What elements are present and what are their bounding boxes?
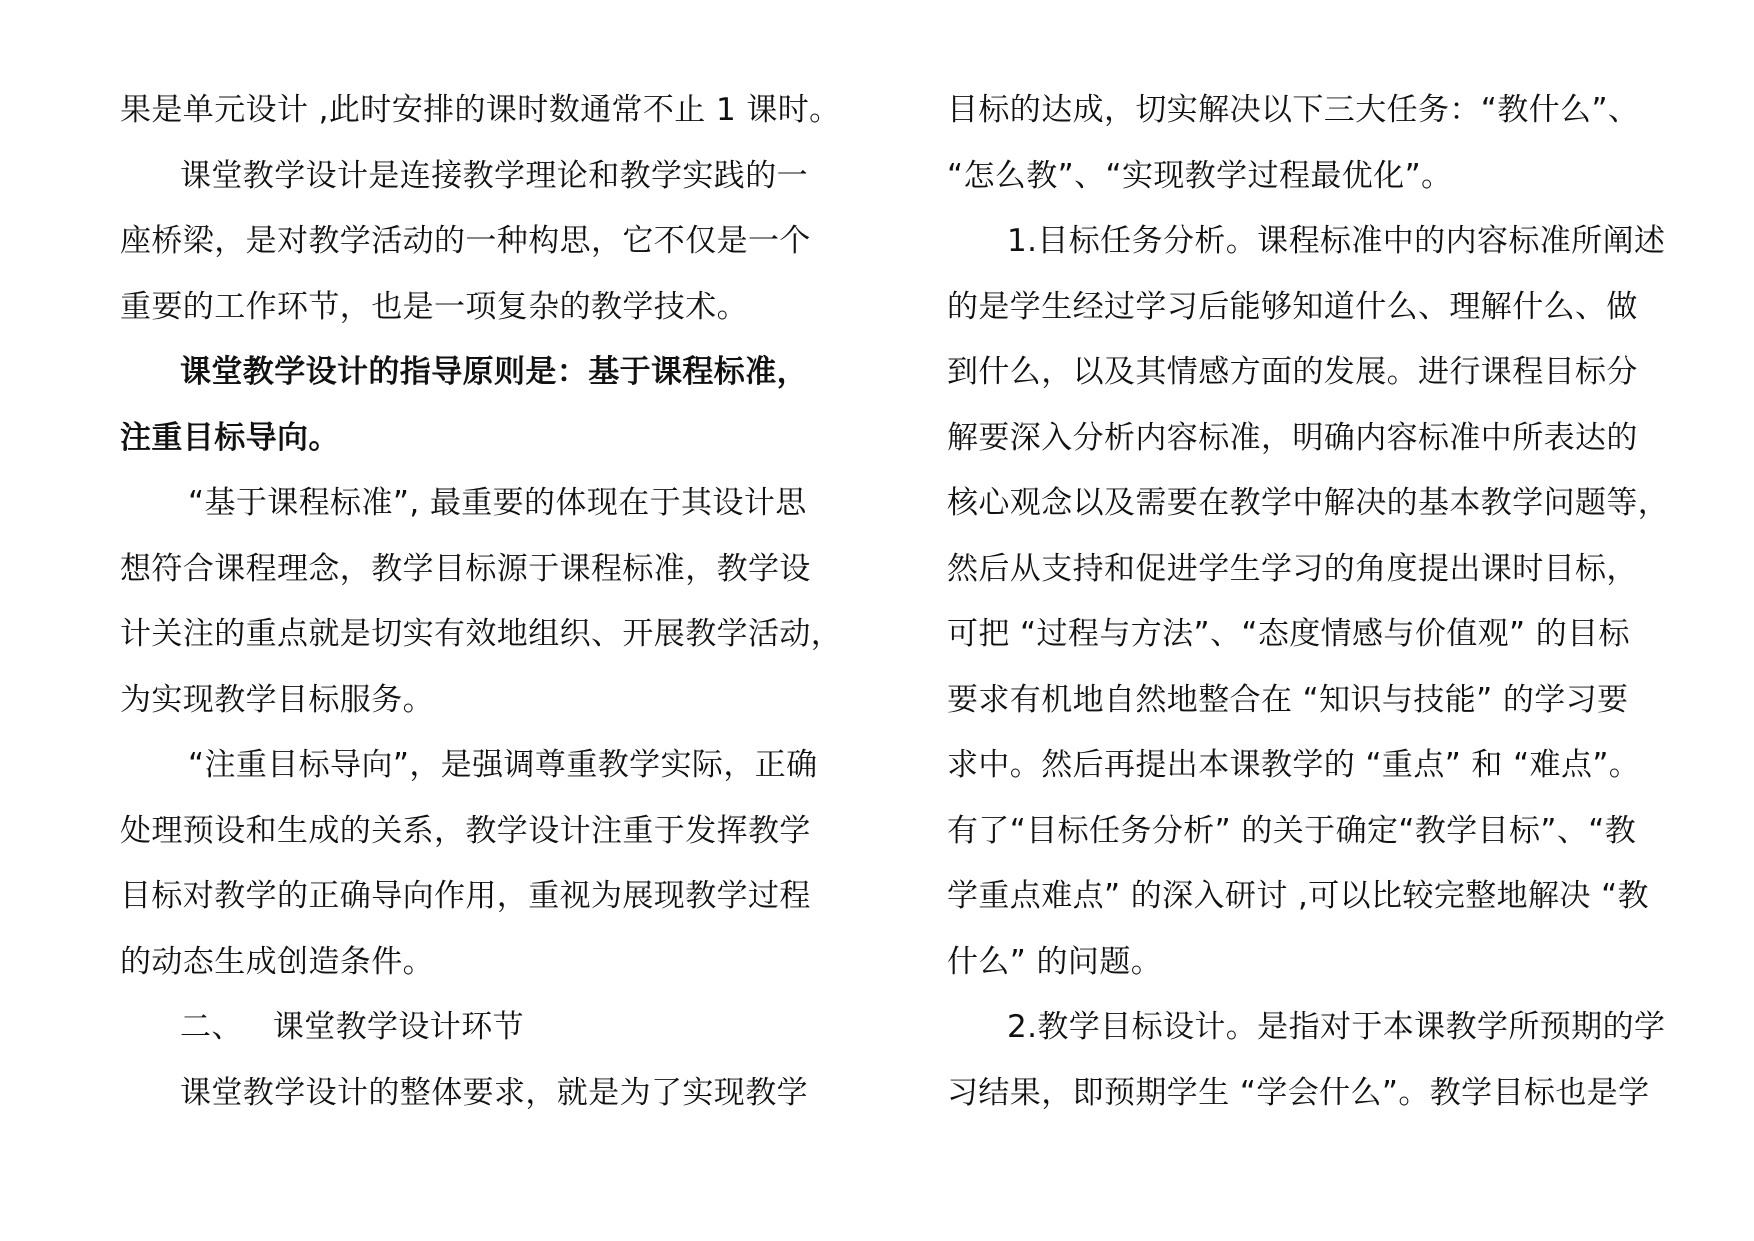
text-line: 的是学生经过学习后能够知道什么、理解什么、做 xyxy=(947,288,1638,325)
section-title: 课堂教学设计环节 xyxy=(272,1009,525,1045)
left-column xyxy=(120,78,872,1126)
text-line: 什么” 的问题。 xyxy=(947,943,1163,980)
text-line: 处理预设和生成的关系，教学设计注重于发挥教学 xyxy=(120,812,811,849)
text-line: 习结果，即预期学生 “学会什么”。教学目标也是学 xyxy=(947,1074,1650,1111)
text-line: 的动态生成创造条件。 xyxy=(120,943,434,980)
paragraph-start: 课堂教学设计的整体要求，就是为了实现教学 xyxy=(180,1074,808,1111)
text-line: 为实现教学目标服务。 xyxy=(120,681,434,718)
principle-heading: 课堂教学设计的指导原则是：基于课程标准， xyxy=(180,354,808,390)
text-line: 目标的达成，切实解决以下三大任务：“教什么”、 xyxy=(947,92,1640,128)
text-line: 计关注的重点就是切实有效地组织、开展教学活动， xyxy=(120,616,843,652)
text-line: 果是单元设计 ,此时安排的课时数通常不止 1 课时。 xyxy=(120,92,841,128)
text-line: 要求有机地自然地整合在 “知识与技能” 的学习要 xyxy=(947,681,1629,718)
numbered-paragraph-2: 2.教学目标设计。是指对于本课教学所预期的学 xyxy=(1007,1009,1666,1045)
section-number: 二、 xyxy=(180,1009,243,1045)
section-heading xyxy=(120,995,872,1061)
text-line: 求中。然后再提出本课教学的 “重点” 和 “难点”。 xyxy=(947,747,1641,783)
text-line: 然后从支持和促进学生学习的角度提出课时目标， xyxy=(947,550,1638,587)
text-line: 学重点难点” 的深入研讨 ,可以比较完整地解决 “教 xyxy=(947,878,1649,914)
numbered-paragraph-1: 1.目标任务分析。课程标准中的内容标准所阐述 xyxy=(1007,223,1666,259)
text-line: 可把 “过程与方法”、“态度情感与价值观” 的目标 xyxy=(947,616,1630,652)
paragraph-start: “基于课程标准”, 最重要的体现在于其设计思 xyxy=(188,485,807,521)
text-line: 想符合课程理念，教学目标源于课程标准，教学设 xyxy=(120,550,811,587)
paragraph-start: 课堂教学设计是连接教学理论和教学实践的一 xyxy=(180,157,808,194)
text-line: “怎么教”、“实现教学过程最优化”。 xyxy=(947,157,1453,194)
text-line: 到什么，以及其情感方面的发展。进行课程目标分 xyxy=(947,354,1638,390)
principle-heading-cont: 注重目标导向。 xyxy=(120,419,340,456)
paragraph-start: “注重目标导向”，是强调尊重教学实际，正确 xyxy=(188,747,818,783)
right-column xyxy=(947,78,1707,1126)
text-line: 核心观念以及需要在教学中解决的基本教学问题等， xyxy=(947,485,1670,521)
text-line: 座桥梁，是对教学活动的一种构思，它不仅是一个 xyxy=(120,223,811,259)
text-line: 解要深入分析内容标准，明确内容标准中所表达的 xyxy=(947,419,1638,456)
text-line: 有了“目标任务分析” 的关于确定“教学目标”、“教 xyxy=(947,812,1637,849)
text-line: 目标对教学的正确导向作用，重视为展现教学过程 xyxy=(120,878,811,914)
text-line: 重要的工作环节，也是一项复杂的教学技术。 xyxy=(120,288,748,325)
